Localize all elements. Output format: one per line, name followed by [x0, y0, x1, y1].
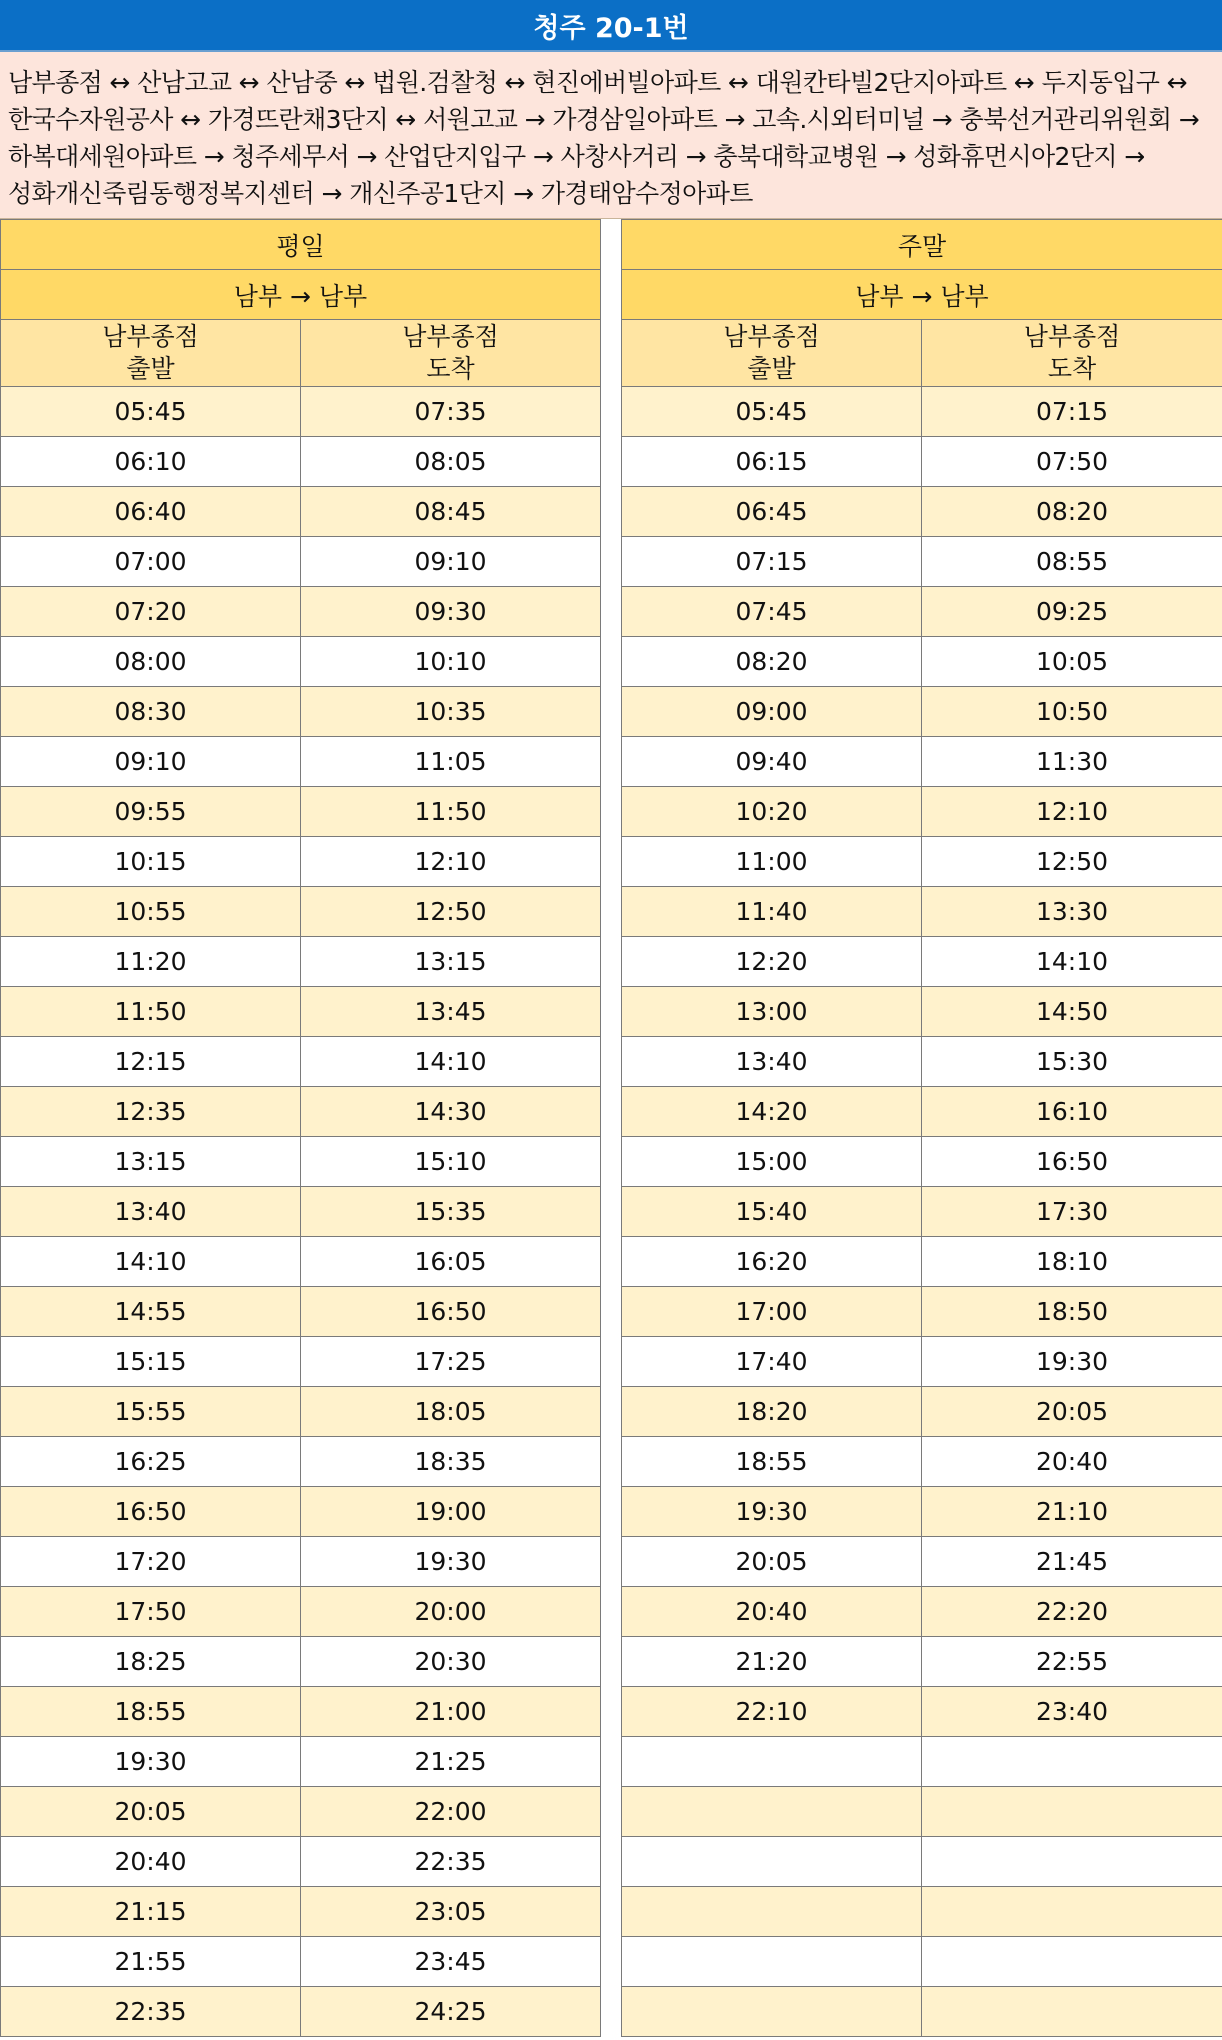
weekday-departure-time: 13:15: [1, 1137, 301, 1187]
weekday-departure-time: 12:15: [1, 1037, 301, 1087]
weekday-departure-time: 08:00: [1, 637, 301, 687]
weekday-departure-time: 10:15: [1, 837, 301, 887]
weekend-arrival-time: [922, 1787, 1222, 1837]
header-stop: 남부종점: [723, 322, 820, 351]
column-gap: [601, 220, 622, 270]
weekday-arrival-time: 15:35: [301, 1187, 601, 1237]
weekend-arrival-time: 21:10: [922, 1487, 1222, 1537]
weekend-departure-time: 17:40: [622, 1337, 922, 1387]
weekday-departure-time: 18:55: [1, 1687, 301, 1737]
column-gap: [601, 937, 622, 987]
column-gap: [601, 1737, 622, 1787]
column-gap: [601, 837, 622, 887]
weekend-departure-time: [622, 1887, 922, 1937]
weekday-arrival-time: 19:30: [301, 1537, 601, 1587]
weekend-departure-time: 11:40: [622, 887, 922, 937]
column-gap: [601, 637, 622, 687]
weekend-arrival-time: 16:50: [922, 1137, 1222, 1187]
weekday-arrival-time: 23:05: [301, 1887, 601, 1937]
weekday-arrival-time: 20:00: [301, 1587, 601, 1637]
weekend-departure-time: 09:40: [622, 737, 922, 787]
weekend-arrival-time: 18:10: [922, 1237, 1222, 1287]
table-row: [1, 1287, 1222, 1337]
weekend-arrival-time: [922, 1987, 1222, 2037]
table-row: [1, 1737, 1222, 1787]
weekend-arrival-time: 08:20: [922, 487, 1222, 537]
weekend-departure-time: 16:20: [622, 1237, 922, 1287]
column-gap: [601, 1487, 622, 1537]
column-gap: [601, 1187, 622, 1237]
weekday-departure-time: 15:15: [1, 1337, 301, 1387]
weekday-arrival-time: 09:30: [301, 587, 601, 637]
direction-header-row: [1, 270, 1222, 320]
weekday-arrival-time: 12:50: [301, 887, 601, 937]
weekday-arrival-time: 14:30: [301, 1087, 601, 1137]
weekend-departure-time: 05:45: [622, 387, 922, 437]
weekend-departure-time: 20:40: [622, 1587, 922, 1637]
weekend-departure-time: 13:40: [622, 1037, 922, 1087]
weekend-departure-time: [622, 1787, 922, 1837]
table-row: [1, 1537, 1222, 1587]
weekend-arrival-time: 16:10: [922, 1087, 1222, 1137]
weekday-departure-time: 10:55: [1, 887, 301, 937]
table-row: [1, 1037, 1222, 1087]
weekday-arrival-time: 23:45: [301, 1937, 601, 1987]
weekend-departure-time: 12:20: [622, 937, 922, 987]
weekday-departure-time: 05:45: [1, 387, 301, 437]
table-row: [1, 1387, 1222, 1437]
weekday-departure-time: 12:35: [1, 1087, 301, 1137]
weekend-header: 주말: [622, 220, 1222, 270]
weekend-arrival-time: 07:50: [922, 437, 1222, 487]
table-row: [1, 1887, 1222, 1937]
weekday-departure-header: [1, 320, 301, 387]
weekend-arrival-time: 08:55: [922, 537, 1222, 587]
weekend-arrival-time: 18:50: [922, 1287, 1222, 1337]
weekend-departure-time: 18:55: [622, 1437, 922, 1487]
weekday-departure-time: 14:10: [1, 1237, 301, 1287]
weekday-departure-time: 20:05: [1, 1787, 301, 1837]
weekday-arrival-time: 11:50: [301, 787, 601, 837]
column-gap: [601, 1037, 622, 1087]
weekday-arrival-time: 16:50: [301, 1287, 601, 1337]
header-kind: 도착: [426, 354, 475, 383]
weekday-departure-time: 07:20: [1, 587, 301, 637]
weekend-departure-time: 22:10: [622, 1687, 922, 1737]
column-gap: [601, 387, 622, 437]
weekend-departure-time: [622, 1987, 922, 2037]
table-row: [1, 487, 1222, 537]
column-gap: [601, 320, 622, 387]
weekend-arrival-time: 21:45: [922, 1537, 1222, 1587]
weekend-arrival-time: 10:50: [922, 687, 1222, 737]
header-stop: 남부종점: [1023, 322, 1121, 351]
weekday-arrival-time: 22:00: [301, 1787, 601, 1837]
weekday-departure-time: 20:40: [1, 1837, 301, 1887]
page-title: 청주 20-1번: [0, 0, 1222, 52]
weekend-departure-header: [622, 320, 922, 387]
weekday-arrival-time: 24:25: [301, 1987, 601, 2037]
route-description: 남부종점 ↔ 산남고교 ↔ 산남중 ↔ 법원.검찰청 ↔ 현진에버빌아파트 ↔ 대원칸타빌2단지아파트 ↔ 두지동입구 ↔ 한국수자원공사 ↔ 가경뜨란채3단지 ↔ 서원고교 → 가경삼일아파트 → 고속.시외터미널 → 충북선거관리위원회 → 하복대세원아파트 → 청주세무서 → 산업단지입구 → 사창사거리 → 충북대학교병원 → 성화휴먼시아2단지 → 성화개신죽림동행정복지센터 → 개신주공1단지 → 가경태암수정아파트: [0, 52, 1222, 219]
table-row: [1, 1687, 1222, 1737]
weekday-header: 평일: [1, 220, 601, 270]
weekday-departure-time: 16:25: [1, 1437, 301, 1487]
weekend-departure-time: 17:00: [622, 1287, 922, 1337]
table-row: [1, 587, 1222, 637]
weekday-direction: 남부 → 남부: [1, 270, 601, 320]
weekday-arrival-time: 17:25: [301, 1337, 601, 1387]
weekend-departure-time: 20:05: [622, 1537, 922, 1587]
column-gap: [601, 1437, 622, 1487]
column-gap: [601, 1387, 622, 1437]
weekday-arrival-time: 15:10: [301, 1137, 601, 1187]
weekend-arrival-time: 20:40: [922, 1437, 1222, 1487]
column-gap: [601, 987, 622, 1037]
table-row: [1, 787, 1222, 837]
weekday-arrival-time: 10:35: [301, 687, 601, 737]
weekday-arrival-time: 11:05: [301, 737, 601, 787]
weekend-arrival-time: 23:40: [922, 1687, 1222, 1737]
column-header-row: [1, 320, 1222, 387]
weekday-arrival-time: 21:25: [301, 1737, 601, 1787]
column-gap: [601, 437, 622, 487]
weekend-departure-time: 10:20: [622, 787, 922, 837]
column-gap: [601, 1787, 622, 1837]
table-row: [1, 987, 1222, 1037]
weekday-arrival-time: 18:05: [301, 1387, 601, 1437]
weekend-arrival-time: 09:25: [922, 587, 1222, 637]
weekday-departure-time: 06:10: [1, 437, 301, 487]
weekday-arrival-time: 16:05: [301, 1237, 601, 1287]
weekday-arrival-time: 07:35: [301, 387, 601, 437]
weekend-arrival-time: [922, 1837, 1222, 1887]
weekday-arrival-time: 08:05: [301, 437, 601, 487]
column-gap: [601, 487, 622, 537]
table-row: [1, 737, 1222, 787]
weekday-arrival-time: 09:10: [301, 537, 601, 587]
weekday-arrival-time: 21:00: [301, 1687, 601, 1737]
table-row: [1, 437, 1222, 487]
table-row: [1, 1487, 1222, 1537]
table-row: [1, 687, 1222, 737]
table-row: [1, 1087, 1222, 1137]
weekday-departure-time: 11:20: [1, 937, 301, 987]
weekend-arrival-time: 17:30: [922, 1187, 1222, 1237]
column-gap: [601, 1287, 622, 1337]
weekend-departure-time: 06:45: [622, 487, 922, 537]
weekend-arrival-time: [922, 1737, 1222, 1787]
weekend-departure-time: 19:30: [622, 1487, 922, 1537]
weekend-direction: 남부 → 남부: [622, 270, 1222, 320]
weekend-departure-time: 15:00: [622, 1137, 922, 1187]
weekend-arrival-time: 07:15: [922, 387, 1222, 437]
column-gap: [601, 587, 622, 637]
weekend-departure-time: [622, 1737, 922, 1787]
column-gap: [601, 1587, 622, 1637]
weekend-arrival-time: 11:30: [922, 737, 1222, 787]
weekday-arrival-time: 20:30: [301, 1637, 601, 1687]
weekend-arrival-time: 22:55: [922, 1637, 1222, 1687]
weekend-arrival-time: 22:20: [922, 1587, 1222, 1637]
weekend-arrival-time: 12:10: [922, 787, 1222, 837]
weekday-departure-time: 17:20: [1, 1537, 301, 1587]
table-row: [1, 837, 1222, 887]
column-gap: [601, 1337, 622, 1387]
weekday-departure-time: 08:30: [1, 687, 301, 737]
weekday-arrival-time: 10:10: [301, 637, 601, 687]
table-row: [1, 1187, 1222, 1237]
weekend-departure-time: 08:20: [622, 637, 922, 687]
weekday-departure-time: 14:55: [1, 1287, 301, 1337]
weekend-departure-time: 15:40: [622, 1187, 922, 1237]
weekend-arrival-time: 14:10: [922, 937, 1222, 987]
column-gap: [601, 1887, 622, 1937]
weekday-arrival-time: 13:15: [301, 937, 601, 987]
column-gap: [601, 787, 622, 837]
weekend-arrival-time: 15:30: [922, 1037, 1222, 1087]
day-type-header-row: [1, 220, 1222, 270]
header-kind: 출발: [126, 354, 175, 383]
weekday-departure-time: 09:55: [1, 787, 301, 837]
weekend-arrival-time: [922, 1887, 1222, 1937]
column-gap: [601, 1937, 622, 1987]
weekend-arrival-time: [922, 1937, 1222, 1987]
header-stop: 남부종점: [402, 322, 499, 351]
weekend-departure-time: 07:15: [622, 537, 922, 587]
weekday-departure-time: 22:35: [1, 1987, 301, 2037]
table-row: [1, 1137, 1222, 1187]
table-row: [1, 937, 1222, 987]
weekend-departure-time: 14:20: [622, 1087, 922, 1137]
weekday-departure-time: 07:00: [1, 537, 301, 587]
weekend-arrival-time: 19:30: [922, 1337, 1222, 1387]
table-row: [1, 1837, 1222, 1887]
table-row: [1, 1237, 1222, 1287]
weekday-departure-time: 15:55: [1, 1387, 301, 1437]
weekend-arrival-header: [922, 320, 1222, 387]
table-row: [1, 1637, 1222, 1687]
weekend-departure-time: 06:15: [622, 437, 922, 487]
weekend-departure-time: 18:20: [622, 1387, 922, 1437]
table-row: [1, 537, 1222, 587]
table-row: [1, 1587, 1222, 1637]
weekend-arrival-time: 13:30: [922, 887, 1222, 937]
column-gap: [601, 1637, 622, 1687]
table-row: [1, 887, 1222, 937]
table-row: [1, 387, 1222, 437]
column-gap: [601, 537, 622, 587]
column-gap: [601, 1137, 622, 1187]
column-gap: [601, 687, 622, 737]
table-row: [1, 1337, 1222, 1387]
column-gap: [601, 1987, 622, 2037]
weekday-departure-time: 11:50: [1, 987, 301, 1037]
weekday-departure-time: 21:15: [1, 1887, 301, 1937]
table-row: [1, 637, 1222, 687]
weekday-departure-time: 06:40: [1, 487, 301, 537]
weekend-departure-time: 11:00: [622, 837, 922, 887]
weekend-arrival-time: 12:50: [922, 837, 1222, 887]
weekday-arrival-time: 14:10: [301, 1037, 601, 1087]
header-kind: 도착: [1047, 354, 1097, 383]
weekend-departure-time: [622, 1837, 922, 1887]
weekend-departure-time: 13:00: [622, 987, 922, 1037]
column-gap: [601, 887, 622, 937]
weekday-arrival-time: 22:35: [301, 1837, 601, 1887]
column-gap: [601, 1837, 622, 1887]
weekday-arrival-time: 19:00: [301, 1487, 601, 1537]
header-kind: 출발: [747, 354, 796, 383]
table-row: [1, 1937, 1222, 1987]
column-gap: [601, 1237, 622, 1287]
column-gap: [601, 737, 622, 787]
weekend-departure-time: 09:00: [622, 687, 922, 737]
column-gap: [601, 1537, 622, 1587]
column-gap: [601, 1087, 622, 1137]
weekend-arrival-time: 14:50: [922, 987, 1222, 1037]
weekday-departure-time: 09:10: [1, 737, 301, 787]
column-gap: [601, 1687, 622, 1737]
weekday-arrival-time: 18:35: [301, 1437, 601, 1487]
weekend-arrival-time: 10:05: [922, 637, 1222, 687]
table-row: [1, 1987, 1222, 2037]
weekday-departure-time: 21:55: [1, 1937, 301, 1987]
weekday-arrival-time: 12:10: [301, 837, 601, 887]
weekday-departure-time: 17:50: [1, 1587, 301, 1637]
weekend-arrival-time: 20:05: [922, 1387, 1222, 1437]
weekend-departure-time: 21:20: [622, 1637, 922, 1687]
weekend-departure-time: [622, 1937, 922, 1987]
weekday-arrival-header: [301, 320, 601, 387]
weekday-arrival-time: 08:45: [301, 487, 601, 537]
weekday-departure-time: 16:50: [1, 1487, 301, 1537]
header-stop: 남부종점: [102, 322, 199, 351]
column-gap: [601, 270, 622, 320]
timetable-body: [1, 387, 1222, 2037]
weekend-departure-time: 07:45: [622, 587, 922, 637]
weekday-departure-time: 18:25: [1, 1637, 301, 1687]
weekday-arrival-time: 13:45: [301, 987, 601, 1037]
weekday-departure-time: 13:40: [1, 1187, 301, 1237]
table-row: [1, 1437, 1222, 1487]
weekday-departure-time: 19:30: [1, 1737, 301, 1787]
timetable: [0, 219, 1222, 2037]
table-row: [1, 1787, 1222, 1837]
